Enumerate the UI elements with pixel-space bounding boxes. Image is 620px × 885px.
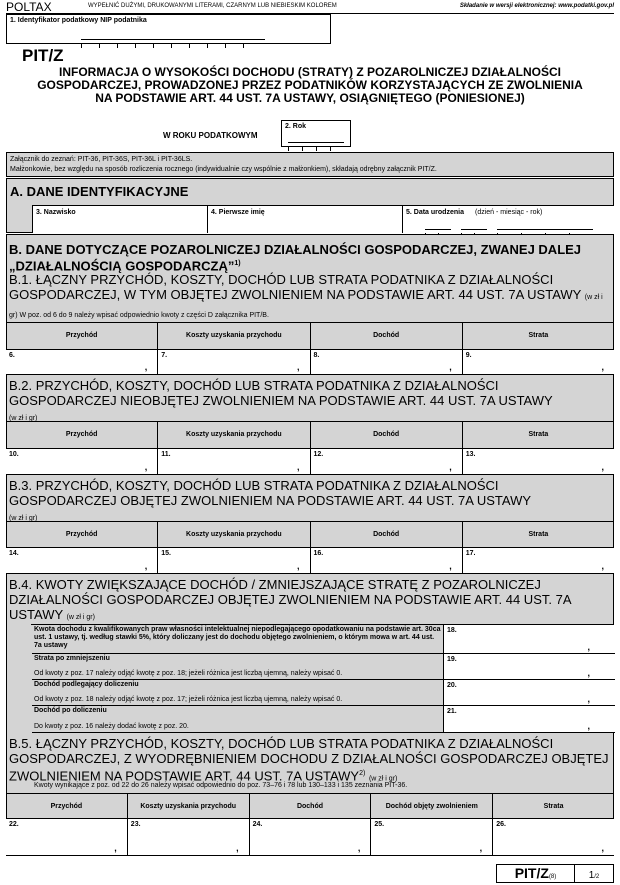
b1-col-income: Dochód (311, 323, 463, 349)
b5-title: B.5. ŁĄCZNY PRZYCHÓD, KOSZTY, DOCHÓD LUB STRATA PODATNIKA Z DZIAŁALNOŚCI GOSPODARCZEJ, Z WYODRĘBNIENIEM DOCHODU Z DZIAŁALNOŚCI GOSPODARCZEJ OBJĘTEJ ZWOLNIENIEM NA PODSTAWIE ART. 44 UST. 7A USTAWY$^{2)}$ (w zł i gr) (9, 736, 609, 784)
field-9[interactable]: 9. , (465, 352, 604, 372)
year-field[interactable] (281, 120, 351, 147)
field-19[interactable]: 19. , (444, 654, 615, 680)
field-18[interactable]: 18. , (444, 625, 615, 654)
b2-col-loss: Strata (528, 431, 549, 438)
field-24[interactable]: 24. , (250, 819, 372, 855)
section-b-title: B. DANE DOTYCZĄCE POZAROLNICZEJ DZIAŁALNOŚCI GOSPODARCZEJ, ZWANEJ DALEJ „DZIAŁALNOŚCIĄ GOSPODARCZĄ”$^{1)}$ (9, 242, 582, 274)
field-11[interactable]: 11. , (158, 449, 310, 474)
birth-date-hint: (dzień - miesiąc - rok) (475, 209, 543, 216)
nip-field[interactable] (6, 14, 331, 44)
surname-field[interactable] (33, 206, 208, 233)
field-12[interactable]: 12. , (311, 449, 463, 474)
section-a (6, 178, 614, 233)
b2-col-revenue: Przychód (6, 422, 158, 448)
b2-col-costs: Koszty uzyskania przychodu (158, 422, 310, 448)
b3-title: B.3. PRZYCHÓD, KOSZTY, DOCHÓD LUB STRATA PODATNIKA Z DZIAŁALNOŚCI GOSPODARCZEJ OBJĘTEJ ZWOLNIENIEM NA PODSTAWIE ART. 44 UST. 7A USTAWY (w zł i gr) (9, 478, 532, 522)
b3-col-income: Dochód (311, 522, 463, 547)
b5-col-revenue: Przychód (6, 794, 128, 818)
year-label: 2. Rok (285, 123, 307, 130)
field-16[interactable]: 16. , (311, 548, 463, 573)
b1-col-loss: Strata (528, 332, 549, 339)
b3-col-revenue: Przychód (6, 522, 158, 547)
b1-col-revenue: Przychód (6, 323, 158, 349)
nip-label: 1. Identyfikator podatkowy NIP podatnika (10, 17, 147, 24)
field-23[interactable]: 23. , (128, 819, 250, 855)
b4-note: (w zł i gr) (66, 614, 95, 621)
b5-col-loss: Strata (543, 803, 564, 810)
field-20[interactable]: 20. , (444, 680, 615, 706)
form-title: INFORMACJA O WYSOKOŚCI DOCHODU (STRATY) Z POZAROLNICZEJ DZIAŁALNOŚCI GOSPODARCZEJ, PROWADZONEJ PRZEZ PODATNIKÓW KORZYSTAJĄCYCH ZE ZWOLNIENIA NA PODSTAWIE ART. 44 UST. 7A USTAWY, OSIĄGNIĘTEGO (PONIESIONEJ) (37, 65, 583, 105)
b4-title: B.4. KWOTY ZWIĘKSZAJĄCE DOCHÓD / ZMNIEJSZAJĄCE STRATĘ Z POZAROLNICZEJ DZIAŁALNOŚCI GOSPODARCZEJ OBJĘTEJ ZWOLNIENIEM NA PODSTAWIE ART. 44 UST. 7A USTAWY (w zł i gr) (9, 577, 571, 622)
footer-page: 1/2 (588, 870, 600, 881)
b3-note: (w zł i gr) (9, 515, 38, 522)
field-10[interactable]: 10. , (6, 449, 158, 474)
footer-form-code: PIT/Z(8) (497, 865, 575, 882)
brand-label: POLTAX (6, 0, 52, 14)
b4-row-18-label: Kwota dochodu z kwalifikowanych praw własności intelektualnej niepodlegającego opodatkowaniu na podstawie art. 30ca ust. 1 ustawy, tj. według stawki 5%, który doliczany jest do dochodu objętego zwolnieniem, o którym mowa w art. 44 ust. 7a ustawy (32, 625, 444, 654)
b2-note: (w zł i gr) (9, 415, 38, 422)
field-6[interactable]: 6. , (6, 350, 158, 374)
surname-label: 3. Nazwisko (36, 209, 76, 216)
nip-comb (81, 35, 265, 40)
form-code: PIT/Z (22, 46, 64, 65)
b5-note-2: Kwoty wynikające z poz. od 22 do 26 należy wpisać odpowiednio do poz. 73–76 i 78 lub 130–133 i 135 zeznania PIT-36. (34, 782, 408, 789)
b5-table (6, 793, 614, 856)
b4-row-20-label: Dochód podlegający doliczeniu Od kwoty z poz. 18 należy odjąć kwotę z poz. 17; jeżeli różnica jest liczbą ujemną, należy wpisać 0. (32, 680, 444, 706)
b2-col-income: Dochód (311, 422, 463, 448)
field-15[interactable]: 15. , (158, 548, 310, 573)
b1-title: B.1. ŁĄCZNY PRZYCHÓD, KOSZTY, DOCHÓD LUB STRATA PODATNIKA Z DZIAŁALNOŚCI GOSPODARCZEJ, W TYM OBJĘTEJ ZWOLNIENIEM NA PODSTAWIE ART. 44 UST. 7A USTAWY (w zł i gr) W poz. od 6 do 9 należy wpisać odpowiednio kwoty z części D załącznika PIT/B. (9, 272, 603, 319)
attachment-line-2: Małżonkowie, bez względu na sposób rozliczenia rocznego (indywidualnie czy wspólnie z małżonkiem), składają odrębny załącznik PIT/Z. (10, 166, 437, 173)
b5-col-exempt-income: Dochód objęty zwolnieniem (371, 794, 493, 818)
attachment-line-1: Załącznik do zeznań: PIT-36, PIT-36S, PIT-36L i PIT-36LS. (10, 156, 193, 163)
b5-col-income: Dochód (250, 794, 372, 818)
b1-note: (w zł i gr) W poz. od 6 do 9 należy wpisać odpowiednio kwoty z części D załącznika PIT/B. (9, 294, 603, 319)
b3-table (6, 521, 614, 574)
b5-col-costs: Koszty uzyskania przychodu (128, 794, 250, 818)
field-21[interactable]: 21. , (444, 706, 615, 733)
attachment-info (6, 152, 614, 177)
top-bar (6, 0, 614, 13)
b2-table (6, 421, 614, 475)
field-22[interactable]: 22. , (6, 819, 128, 855)
first-name-label: 4. Pierwsze imię (211, 209, 265, 216)
birth-date-field[interactable] (403, 206, 614, 233)
field-17[interactable]: 17. , (465, 550, 604, 571)
field-26[interactable]: 26. , (496, 821, 604, 853)
b3-col-costs: Koszty uzyskania przychodu (158, 522, 310, 547)
b4-row-19-label: Strata po zmniejszeniu Od kwoty z poz. 17 należy odjąć kwotę z poz. 18; jeżeli różnica jest liczbą ujemną, należy wpisać 0. (32, 654, 444, 680)
field-7[interactable]: 7. , (158, 350, 310, 374)
b5-note: (w zł i gr) (368, 775, 398, 783)
b2-title: B.2. PRZYCHÓD, KOSZTY, DOCHÓD LUB STRATA PODATNIKA Z DZIAŁALNOŚCI GOSPODARCZEJ NIEOBJĘTEJ ZWOLNIENIEM NA PODSTAWIE ART. 44 UST. 7A USTAWY (w zł i gr) (9, 378, 553, 422)
b1-col-costs: Koszty uzyskania przychodu (158, 323, 310, 349)
field-13[interactable]: 13. , (465, 451, 604, 472)
section-a-title: A. DANE IDENTYFIKACYJNE (10, 184, 189, 199)
first-name-field[interactable] (208, 206, 403, 233)
birth-date-label: 5. Data urodzenia (406, 209, 464, 216)
b1-table (6, 322, 614, 375)
field-8[interactable]: 8. , (311, 350, 463, 374)
footer-box (496, 864, 614, 883)
b4-row-21-label: Dochód po doliczeniu Do kwoty z poz. 16 należy dodać kwotę z poz. 20. (32, 706, 444, 733)
b4-table (31, 624, 614, 731)
year-prefix: W ROKU PODATKOWYM (163, 131, 258, 140)
fill-instruction: WYPEŁNIĆ DUŻYMI, DRUKOWANYMI LITERAMI, CZARNYM LUB NIEBIESKIM KOLOREM (88, 3, 337, 9)
field-25[interactable]: 25. , (371, 819, 493, 855)
electronic-note: Składanie w wersji elektronicznej: www.podatki.gov.pl (459, 3, 614, 9)
field-14[interactable]: 14. , (6, 548, 158, 573)
b3-col-loss: Strata (528, 531, 549, 538)
